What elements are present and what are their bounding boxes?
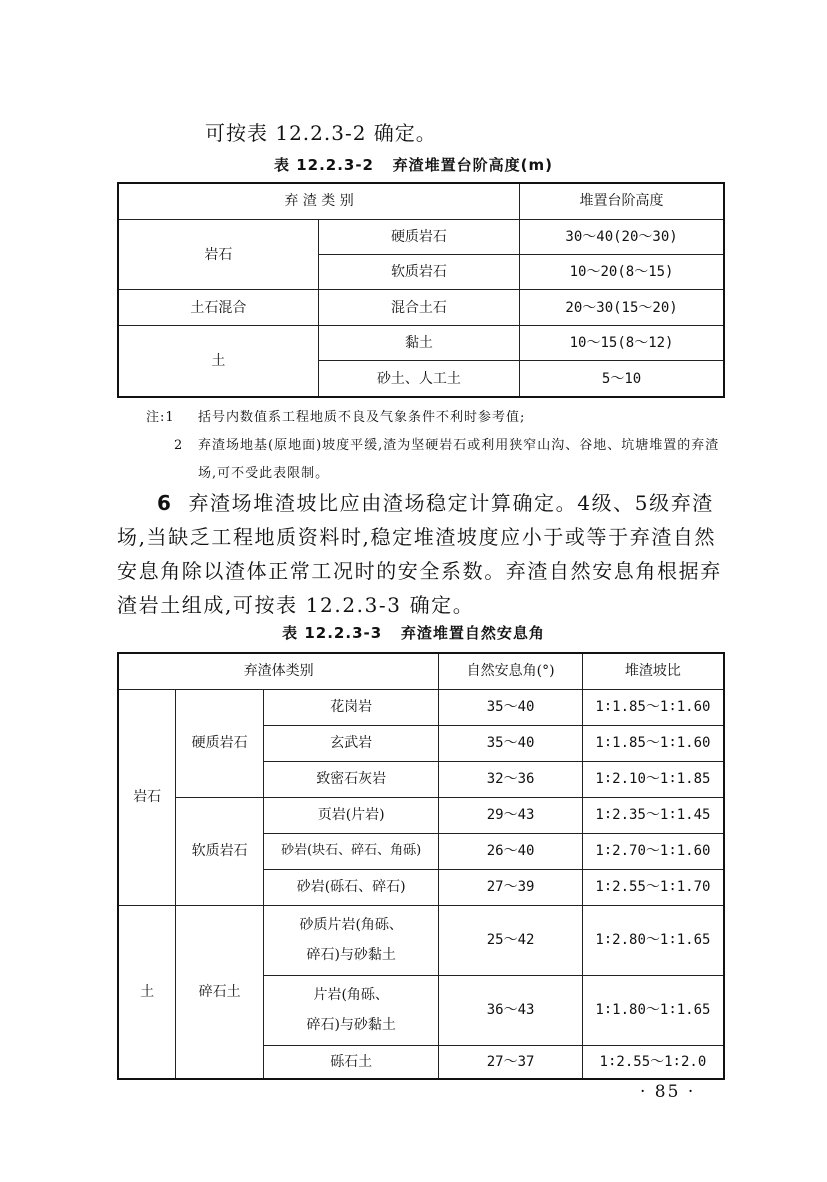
note-text: 括号内数值系工程地质不良及气象条件不利时参考值;	[198, 410, 526, 425]
table-category-cell: 岩石	[118, 219, 318, 290]
table-cell: 花岗岩	[264, 689, 439, 725]
table-cell: 1∶2.55～1∶2.0	[582, 1045, 724, 1079]
note-item	[146, 404, 736, 432]
table2-caption	[0, 622, 827, 643]
table-cell-line: 片岩(角砾、	[313, 987, 389, 1003]
table-category-cell: 土石混合	[118, 290, 318, 325]
table-row	[118, 653, 724, 689]
table-category-cell: 土	[118, 905, 176, 1079]
table-row	[118, 325, 724, 360]
table-subgroup-cell: 软质岩石	[176, 797, 264, 905]
table-cell: 5～10	[520, 361, 724, 397]
table-cell: 27～39	[439, 869, 582, 905]
table-cell: 1∶2.10～1∶1.85	[582, 761, 724, 797]
table-cell: 27～37	[439, 1045, 582, 1079]
table-cell: 26～40	[439, 833, 582, 869]
table-cell: 1∶2.70～1∶1.60	[582, 833, 724, 869]
table-row	[118, 290, 724, 325]
table-slag-step-height	[117, 182, 725, 398]
table-cell: 软质岩石	[318, 255, 519, 290]
note-label: 注:1	[146, 410, 175, 425]
table-cell: 10～15(8～12)	[520, 325, 724, 360]
table-cell: 黏土	[318, 325, 519, 360]
table-cell: 35～40	[439, 689, 582, 725]
note-label: 2	[174, 438, 184, 453]
paragraph-6	[117, 486, 729, 622]
table1-notes	[146, 404, 736, 488]
table-subgroup-cell: 碎石土	[176, 905, 264, 1079]
table-row	[118, 183, 724, 219]
table-header-cell: 堆置台阶高度	[520, 183, 724, 219]
table-cell: 砂岩(砾石、碎石)	[264, 869, 439, 905]
table2-caption-number: 表 12.2.3-3	[282, 624, 383, 642]
table-cell-line: 碎石)与砂黏土	[306, 947, 396, 963]
table1-caption-title: 弃渣堆置台阶高度(m)	[392, 156, 554, 174]
table-cell: 1∶1.85～1∶1.60	[582, 689, 724, 725]
table2-caption-title: 弃渣堆置自然安息角	[400, 624, 545, 642]
table-header-cell: 弃 渣 类 别	[118, 183, 520, 219]
table-cell: 1∶2.35～1∶1.45	[582, 797, 724, 833]
table-row	[118, 905, 724, 975]
table1-caption	[0, 154, 827, 175]
table-cell: 29～43	[439, 797, 582, 833]
table-cell: 20～30(15～20)	[520, 290, 724, 325]
table-subgroup-cell: 硬质岩石	[176, 689, 264, 797]
table-row	[118, 797, 724, 833]
table-cell	[264, 975, 439, 1045]
paragraph-text: 弃渣场堆渣坡比应由渣场稳定计算确定。4级、5级弃渣场,当缺乏工程地质资料时,稳定堆渣坡度应小于或等于弃渣自然安息角除以渣体正常工况时的安全系数。弃渣自然安息角根据弃渣岩土组成,可按表 12.2.3-3 确定。	[117, 491, 722, 617]
table-cell: 32～36	[439, 761, 582, 797]
table-cell: 1∶1.80～1∶1.65	[582, 975, 724, 1045]
note-item	[146, 432, 736, 488]
table-header-cell: 堆渣坡比	[582, 653, 724, 689]
table-cell: 混合土石	[318, 290, 519, 325]
table-cell: 玄武岩	[264, 725, 439, 761]
paragraph-number: 6	[157, 491, 173, 515]
table-header-cell: 自然安息角(°)	[439, 653, 582, 689]
table-cell-line: 碎石)与砂黏土	[306, 1017, 396, 1033]
table-slag-repose-angle	[117, 652, 725, 1080]
page-number: · 85 ·	[640, 1082, 696, 1102]
table1-caption-number: 表 12.2.3-2	[273, 156, 374, 174]
table-cell: 页岩(片岩)	[264, 797, 439, 833]
intro-line: 可按表 12.2.3-2 确定。	[205, 121, 437, 145]
table-cell: 35～40	[439, 725, 582, 761]
table-cell: 砂岩(块石、碎石、角砾)	[264, 833, 439, 869]
table-cell-line: 砂质片岩(角砾、	[299, 917, 403, 933]
table-cell: 致密石灰岩	[264, 761, 439, 797]
table-cell: 硬质岩石	[318, 219, 519, 254]
note-text: 弃渣场地基(原地面)坡度平缓,渣为坚硬岩石或利用狭窄山沟、谷地、坑塘堆置的弃渣场,可不受此表限制。	[198, 438, 720, 481]
table-header-cell: 弃渣体类别	[118, 653, 439, 689]
table-category-cell: 土	[118, 325, 318, 397]
table-cell: 砾石土	[264, 1045, 439, 1079]
table-cell: 1∶2.55～1∶1.70	[582, 869, 724, 905]
table-cell: 25～42	[439, 905, 582, 975]
table-cell: 1∶2.80～1∶1.65	[582, 905, 724, 975]
table-row	[118, 689, 724, 725]
table-cell	[264, 905, 439, 975]
table-cell: 30～40(20～30)	[520, 219, 724, 254]
table-cell: 砂土、人工土	[318, 361, 519, 397]
table-cell: 1∶1.85～1∶1.60	[582, 725, 724, 761]
table-cell: 36～43	[439, 975, 582, 1045]
table-row	[118, 219, 724, 254]
table-category-cell: 岩石	[118, 689, 176, 905]
table-cell: 10～20(8～15)	[520, 255, 724, 290]
